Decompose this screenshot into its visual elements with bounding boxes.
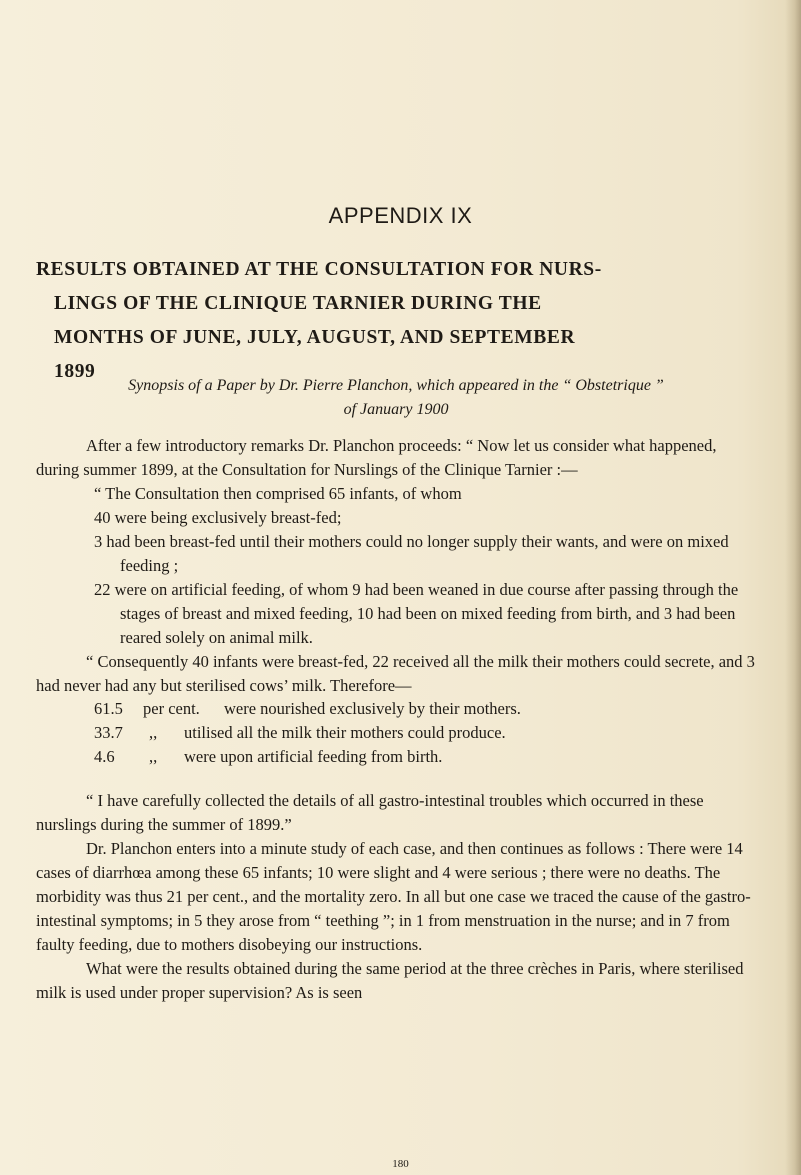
intro-paragraph: After a few introductory remarks Dr. Planchon proceeds: “ Now let us consider what happened, during summer 1899, at the Consultation for Nurslings of the Clinique Tarnier :—: [36, 436, 717, 479]
appendix-heading: APPENDIX IX: [328, 203, 473, 228]
breakdown-item-1: 40 were being exclusively breast-fed;: [94, 508, 342, 527]
percentage-unit: per cent.: [143, 699, 200, 718]
synopsis-line-1: Synopsis of a Paper by Dr. Pierre Planchon, which appeared in the “ Obstetrique ”: [128, 377, 664, 394]
page-number: 180: [392, 1158, 409, 1170]
body-section-2: [36, 789, 756, 1005]
body-section-1: [36, 434, 756, 698]
title-line-1: RESULTS OBTAINED AT THE CONSULTATION FOR NURS-: [36, 259, 602, 280]
title-line-2: LINGS OF THE CLINIQUE TARNIER DURING THE: [54, 293, 542, 314]
quote-intro: “ The Consultation then comprised 65 infants, of whom: [94, 484, 462, 503]
breakdown-item-2: 3 had been breast-fed until their mothers could no longer supply their wants, and were on mixed feeding ;: [94, 532, 729, 575]
consequently-paragraph: “ Consequently 40 infants were breast-fed, 22 received all the milk their mothers could secrete, and 3 had never had any but sterilised cows’ milk. Therefore—: [36, 652, 755, 695]
title-line-4: 1899: [54, 361, 96, 382]
synopsis-line-2: of January 1900: [343, 401, 449, 418]
percentage-value: 61.5: [94, 699, 123, 718]
breakdown-item-3: 22 were on artificial feeding, of whom 9 had been weaned in due course after passing through the stages of breast and mixed feeding, 10 had been on mixed feeding from birth, and 3 had been reared solely on animal milk.: [94, 580, 739, 647]
percentage-description: were upon artificial feeding from birth.: [184, 747, 443, 766]
collected-paragraph: “ I have carefully collected the details of all gastro-intestinal troubles which occurred in these nurslings during the summer of 1899.”: [36, 791, 704, 834]
title-line-3: MONTHS OF JUNE, JULY, AUGUST, AND SEPTEMBER: [54, 327, 576, 348]
ditto-mark: ,,: [149, 747, 158, 766]
ditto-mark: ,,: [149, 723, 158, 742]
study-paragraph: Dr. Planchon enters into a minute study of each case, and then continues as follows : There were 14 cases of diarrhœa among these 65 infants; 10 were slight and 4 were serious ; there were no deaths. The morbidity was thus 21 per cent., and the mortality zero. In all but one case we traced the cause of the gastro-intestinal symptoms; in 5 they arose from “ teething ”; in 1 from menstruation in the nurse; and in 7 from faulty feeding, due to mothers disobeying our instructions.: [36, 839, 751, 954]
percentage-list: [94, 697, 744, 769]
percentage-value: 4.6: [94, 747, 115, 766]
synopsis: [36, 374, 756, 422]
percentage-description: were nourished exclusively by their mothers.: [224, 699, 521, 718]
percentage-description: utilised all the milk their mothers could produce.: [184, 723, 506, 742]
creches-paragraph: What were the results obtained during the same period at the three crèches in Paris, where sterilised milk is used under proper supervision? As is seen: [36, 959, 744, 1002]
percentage-value: 33.7: [94, 723, 123, 742]
page-edge-shadow: [785, 0, 801, 1175]
chapter-title: [36, 253, 746, 389]
